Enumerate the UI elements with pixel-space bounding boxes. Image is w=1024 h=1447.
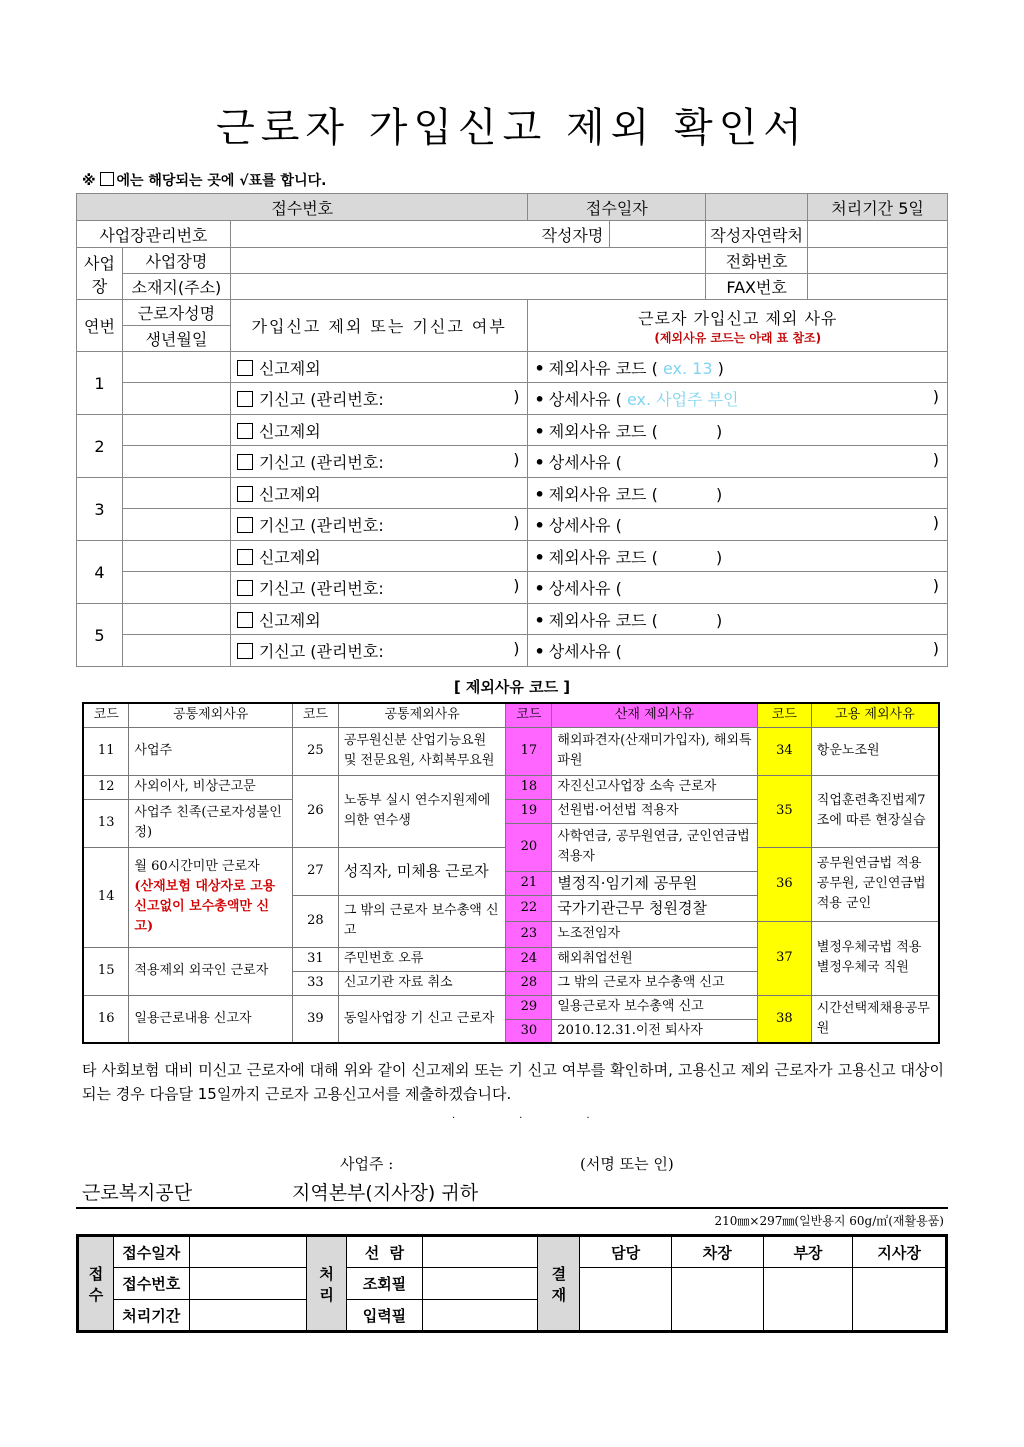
approval-sign-box[interactable] xyxy=(671,1268,763,1332)
receipt-date-field[interactable] xyxy=(706,194,808,221)
checkbox-icon[interactable] xyxy=(237,643,253,659)
code-description: 적용제외 외국인 근로자 xyxy=(129,947,293,995)
reason-code-line xyxy=(528,415,948,446)
codes-header-industrial: 산재 제외사유 xyxy=(552,703,758,727)
address-field[interactable] xyxy=(230,274,705,300)
option-excluded-label: 신고제외 xyxy=(258,358,321,378)
reason-code-line xyxy=(528,604,948,635)
worker-name-field[interactable] xyxy=(122,415,230,446)
checkbox-icon[interactable] xyxy=(237,454,253,470)
code-description-note: (산재보험 대상자로 고용 신고없이 보수총액만 신고) xyxy=(134,878,276,935)
code-cell: 11 xyxy=(83,727,129,775)
workplace-name-label: 사업장명 xyxy=(122,248,230,274)
reason-code-label: 제외사유 코드 ( xyxy=(548,610,658,630)
reason-detail-line xyxy=(528,509,948,541)
reason-detail-label: 상세사유 ( xyxy=(548,390,622,409)
code-cell: 39 xyxy=(292,995,338,1043)
receipt-no-label: 접수번호 xyxy=(113,1268,189,1300)
writer-contact-label: 작성자연락처 xyxy=(706,221,808,248)
reason-code-close: ) xyxy=(716,547,723,567)
code-cell: 18 xyxy=(506,775,552,799)
code-description: 사업주 친족(근로자성불인정) xyxy=(129,799,293,847)
reason-header-note: (제외사유 코드는 아래 표 참조) xyxy=(654,330,822,345)
code-description: 신고기관 자료 취소 xyxy=(338,971,506,995)
fax-field[interactable] xyxy=(808,274,948,300)
option-reported-close: ) xyxy=(513,576,520,595)
reason-detail-label: 상세사유 ( xyxy=(548,579,622,598)
process-section-label: 처 리 xyxy=(307,1236,347,1332)
code-cell: 27 xyxy=(292,847,338,895)
reason-detail-label: 상세사유 ( xyxy=(548,516,622,535)
option-reported-close: ) xyxy=(513,513,520,532)
reason-code-input[interactable]: ex. 13 xyxy=(662,358,713,378)
bullet-icon: • xyxy=(534,579,545,598)
reason-detail-label: 상세사유 ( xyxy=(548,453,622,472)
checkbox-icon[interactable] xyxy=(237,391,253,407)
reason-detail-close: ) xyxy=(932,450,939,469)
birth-date-field[interactable] xyxy=(122,509,230,541)
checkbox-sample-icon xyxy=(100,172,114,186)
codes-header-code: 코드 xyxy=(292,703,338,727)
code-description: 항운노조원 xyxy=(811,727,939,775)
worker-name-field[interactable] xyxy=(122,478,230,509)
codes-header-code: 코드 xyxy=(757,703,811,727)
inquiry-field[interactable] xyxy=(422,1268,538,1300)
processing-period-label: 처리기간 xyxy=(113,1300,189,1332)
bullet-icon: • xyxy=(534,390,545,409)
option-excluded-label: 신고제외 xyxy=(258,547,321,567)
declaration-text: 타 사회보험 대비 미신고 근로자에 대해 위와 같이 신고제외 또는 기 신고 여부를 확인하며, 고용신고 제외 근로자가 고용신고 대상이 되는 경우 다음달 15일까지 근로자 고용신고서를 제출하겠습니다. xyxy=(82,1061,944,1103)
approval-sign-box[interactable] xyxy=(580,1268,672,1332)
checkbox-icon[interactable] xyxy=(237,612,253,628)
addressee: 지역본부(지사장) 귀하 xyxy=(292,1182,479,1204)
page-title: 근로자 가입신고 제외 확인서 xyxy=(216,105,808,151)
approver-header: 부장 xyxy=(763,1236,853,1268)
reason-code-label: 제외사유 코드 ( xyxy=(548,484,658,504)
code-description: 주민번호 오류 xyxy=(338,947,506,971)
codes-table xyxy=(82,702,940,1044)
option-excluded[interactable] xyxy=(230,352,528,383)
phone-field[interactable] xyxy=(808,248,948,274)
worker-name-field[interactable] xyxy=(122,541,230,572)
bullet-icon: • xyxy=(534,547,545,567)
reason-detail-input[interactable]: ex. 사업주 부인 xyxy=(626,390,739,409)
option-reported-label: 기신고 (관리번호: xyxy=(258,516,384,535)
writer-name-field[interactable] xyxy=(610,221,706,248)
birth-date-field[interactable] xyxy=(122,572,230,604)
employer-label: 사업주 : xyxy=(340,1155,394,1173)
receipt-section-label: 접 수 xyxy=(78,1236,114,1332)
bullet-icon: • xyxy=(534,610,545,630)
code-description: 일용근로자 보수총액 신고 xyxy=(552,995,758,1019)
checkbox-icon[interactable] xyxy=(237,580,253,596)
code-cell: 25 xyxy=(292,727,338,775)
birth-date-field[interactable] xyxy=(122,635,230,667)
review-label: 선 람 xyxy=(347,1236,423,1268)
worker-seq: 1 xyxy=(77,352,123,415)
codes-header-code: 코드 xyxy=(506,703,552,727)
code-description: 직업훈련촉진법제7조에 따른 현장실습 xyxy=(811,775,939,847)
writer-name-label: 작성자명 xyxy=(541,225,604,245)
code-cell: 20 xyxy=(506,823,552,871)
worker-seq: 2 xyxy=(77,415,123,478)
reason-detail-close: ) xyxy=(932,639,939,658)
paper-spec: 210㎜×297㎜(일반용지 60g/㎡(재활용품) xyxy=(714,1214,944,1228)
worker-name-field[interactable] xyxy=(122,604,230,635)
code-description: 선원법·어선법 적용자 xyxy=(552,799,758,823)
code-description: 해외취업선원 xyxy=(552,947,758,971)
reason-detail-close: ) xyxy=(932,513,939,532)
receipt-date-label: 접수일자 xyxy=(113,1236,189,1268)
option-excluded-label: 신고제외 xyxy=(258,421,321,441)
option-reported-label: 기신고 (관리번호: xyxy=(258,579,384,598)
approver-header: 지사장 xyxy=(853,1236,947,1268)
code-description: 2010.12.31.이전 퇴사자 xyxy=(552,1019,758,1043)
code-cell: 28 xyxy=(506,971,552,995)
option-reported-close: ) xyxy=(513,387,520,406)
codes-heading: [ 제외사유 코드 ] xyxy=(453,678,571,696)
code-cell: 21 xyxy=(506,871,552,895)
reason-code-close: ) xyxy=(717,358,724,378)
code-cell: 34 xyxy=(757,727,811,775)
processing-period-field[interactable] xyxy=(189,1300,307,1332)
code-cell: 22 xyxy=(506,895,552,921)
code-cell: 14 xyxy=(83,847,129,947)
processing-period-label: 처리기간 5일 xyxy=(808,194,948,221)
code-description: 별정직·임기제 공무원 xyxy=(552,871,758,895)
reason-code-close: ) xyxy=(716,610,723,630)
reason-code-label: 제외사유 코드 ( xyxy=(548,421,658,441)
instruction-prefix: ※ xyxy=(82,173,101,189)
approver-header: 담당 xyxy=(580,1236,672,1268)
date-dots: ... xyxy=(452,1110,654,1121)
instruction-text: 에는 해당되는 곳에 √표를 합니다. xyxy=(116,173,327,189)
code-description: 해외파견자(산재미가입자), 해외특파원 xyxy=(552,727,758,775)
birth-date-field[interactable] xyxy=(122,383,230,415)
code-cell: 30 xyxy=(506,1019,552,1043)
code-description: 공무원신분 산업기능요원 및 전문요원, 사회복무요원 xyxy=(338,727,506,775)
worker-seq: 3 xyxy=(77,478,123,541)
reason-detail-close: ) xyxy=(932,387,939,406)
reason-code-label: 제외사유 코드 ( xyxy=(548,547,658,567)
reason-header-title: 근로자 가입신고 제외 사유 xyxy=(638,308,838,328)
checkbox-icon[interactable] xyxy=(237,360,253,376)
code-description: 노조전임자 xyxy=(552,921,758,947)
phone-label: 전화번호 xyxy=(706,248,808,274)
codes-header-common: 공통제외사유 xyxy=(129,703,293,727)
code-cell: 37 xyxy=(757,921,811,995)
receipt-date-label: 접수일자 xyxy=(528,194,706,221)
workplace-label: 사업장 xyxy=(77,248,123,300)
code-description: 성직자, 미체용 근로자 xyxy=(338,847,506,895)
option-reported[interactable] xyxy=(230,572,528,604)
approval-sign-box[interactable] xyxy=(853,1268,947,1332)
code-description: 사외이사, 비상근고문 xyxy=(129,775,293,799)
checkbox-icon[interactable] xyxy=(237,549,253,565)
reason-header xyxy=(528,300,948,352)
workplace-name-field[interactable] xyxy=(230,248,705,274)
option-reported-label: 기신고 (관리번호: xyxy=(258,642,384,661)
option-reported[interactable] xyxy=(230,509,528,541)
receipt-no-label: 접수번호 xyxy=(77,194,528,221)
reason-code-line xyxy=(528,352,948,383)
birth-header: 생년월일 xyxy=(122,326,230,352)
writer-contact-field[interactable] xyxy=(808,221,948,248)
code-description: 사학연금, 공무원연금, 군인연금법 적용자 xyxy=(552,823,758,871)
processing-block xyxy=(76,1234,948,1333)
reason-code-close: ) xyxy=(716,421,723,441)
approval-section-label: 결 재 xyxy=(538,1236,580,1332)
reason-code-close: ) xyxy=(716,484,723,504)
divider xyxy=(76,1207,948,1209)
option-excluded-label: 신고제외 xyxy=(258,610,321,630)
code-cell: 15 xyxy=(83,947,129,995)
seq-header: 연번 xyxy=(77,300,123,352)
code-cell: 31 xyxy=(292,947,338,971)
checkbox-icon[interactable] xyxy=(237,423,253,439)
code-description-main: 월 60시간미만 근로자 xyxy=(134,858,260,874)
code-cell: 29 xyxy=(506,995,552,1019)
reason-detail-line xyxy=(528,572,948,604)
codes-header-common: 공통제외사유 xyxy=(338,703,506,727)
code-description: 사업주 xyxy=(129,727,293,775)
reason-code-line xyxy=(528,541,948,572)
instruction xyxy=(82,170,326,190)
receipt-date-field[interactable] xyxy=(189,1236,307,1268)
birth-date-field[interactable] xyxy=(122,446,230,478)
reason-detail-line xyxy=(528,446,948,478)
codes-header-code: 코드 xyxy=(83,703,129,727)
code-cell: 17 xyxy=(506,727,552,775)
code-description: 그 밖의 근로자 보수총액 신고 xyxy=(552,971,758,995)
inquiry-label: 조회필 xyxy=(347,1268,423,1300)
checkbox-icon[interactable] xyxy=(237,486,253,502)
bullet-icon: • xyxy=(534,484,545,504)
code-cell: 12 xyxy=(83,775,129,799)
code-cell: 26 xyxy=(292,775,338,847)
code-description xyxy=(129,847,293,947)
reason-code-line xyxy=(528,478,948,509)
option-excluded[interactable] xyxy=(230,478,528,509)
code-description: 공무원연금법 적용 공무원, 군인연금법 적용 군인 xyxy=(811,847,939,921)
agency-name: 근로복지공단 xyxy=(82,1182,193,1204)
worker-seq: 4 xyxy=(77,541,123,604)
bullet-icon: • xyxy=(534,453,545,472)
code-description: 국가기관근무 청원경찰 xyxy=(552,895,758,921)
review-field[interactable] xyxy=(422,1236,538,1268)
code-cell: 23 xyxy=(506,921,552,947)
option-reported-label: 기신고 (관리번호: xyxy=(258,453,384,472)
signature-label: (서명 또는 인) xyxy=(580,1155,674,1173)
code-cell: 28 xyxy=(292,895,338,947)
bullet-icon: • xyxy=(534,358,545,378)
approver-header: 차장 xyxy=(671,1236,763,1268)
mgmt-no-field[interactable] xyxy=(230,221,610,248)
option-reported-close: ) xyxy=(513,450,520,469)
option-excluded[interactable] xyxy=(230,604,528,635)
option-reported[interactable] xyxy=(230,635,528,667)
option-excluded-label: 신고제외 xyxy=(258,484,321,504)
fax-label: FAX번호 xyxy=(706,274,808,300)
option-reported-close: ) xyxy=(513,639,520,658)
code-cell: 33 xyxy=(292,971,338,995)
receipt-no-field[interactable] xyxy=(189,1268,307,1300)
option-excluded[interactable] xyxy=(230,541,528,572)
code-description: 동일사업장 기 신고 근로자 xyxy=(338,995,506,1043)
option-reported[interactable] xyxy=(230,446,528,478)
reason-code-label: 제외사유 코드 ( xyxy=(548,358,658,378)
address-label: 소재지(주소) xyxy=(122,274,230,300)
reason-detail-close: ) xyxy=(932,576,939,595)
code-description: 시간선택제채용공무원 xyxy=(811,995,939,1043)
entry-field[interactable] xyxy=(422,1300,538,1332)
option-excluded[interactable] xyxy=(230,415,528,446)
codes-header-employment: 고용 제외사유 xyxy=(811,703,939,727)
entry-label: 입력필 xyxy=(347,1300,423,1332)
worker-seq: 5 xyxy=(77,604,123,667)
option-reported-label: 기신고 (관리번호: xyxy=(258,390,384,409)
code-cell: 35 xyxy=(757,775,811,847)
reason-detail-line xyxy=(528,635,948,667)
bullet-icon: • xyxy=(534,421,545,441)
code-description: 별정우체국법 적용 별정우체국 직원 xyxy=(811,921,939,995)
code-cell: 24 xyxy=(506,947,552,971)
worker-name-header: 근로자성명 xyxy=(122,300,230,326)
checkbox-icon[interactable] xyxy=(237,517,253,533)
option-reported[interactable] xyxy=(230,383,528,415)
code-cell: 13 xyxy=(83,799,129,847)
code-cell: 38 xyxy=(757,995,811,1043)
worker-name-field[interactable] xyxy=(122,352,230,383)
confirmation-form xyxy=(76,193,948,667)
status-header: 가입신고 제외 또는 기신고 여부 xyxy=(230,300,528,352)
bullet-icon: • xyxy=(534,642,545,661)
code-cell: 19 xyxy=(506,799,552,823)
reason-detail-line xyxy=(528,383,948,415)
code-description: 노동부 실시 연수지원제에 의한 연수생 xyxy=(338,775,506,847)
code-cell: 16 xyxy=(83,995,129,1043)
bullet-icon: • xyxy=(534,516,545,535)
code-description: 자진신고사업장 소속 근로자 xyxy=(552,775,758,799)
reason-detail-label: 상세사유 ( xyxy=(548,642,622,661)
mgmt-no-label: 사업장관리번호 xyxy=(77,221,231,248)
code-description: 일용근로내용 신고자 xyxy=(129,995,293,1043)
code-description: 그 밖의 근로자 보수총액 신고 xyxy=(338,895,506,947)
code-cell: 36 xyxy=(757,847,811,921)
approval-sign-box[interactable] xyxy=(763,1268,853,1332)
